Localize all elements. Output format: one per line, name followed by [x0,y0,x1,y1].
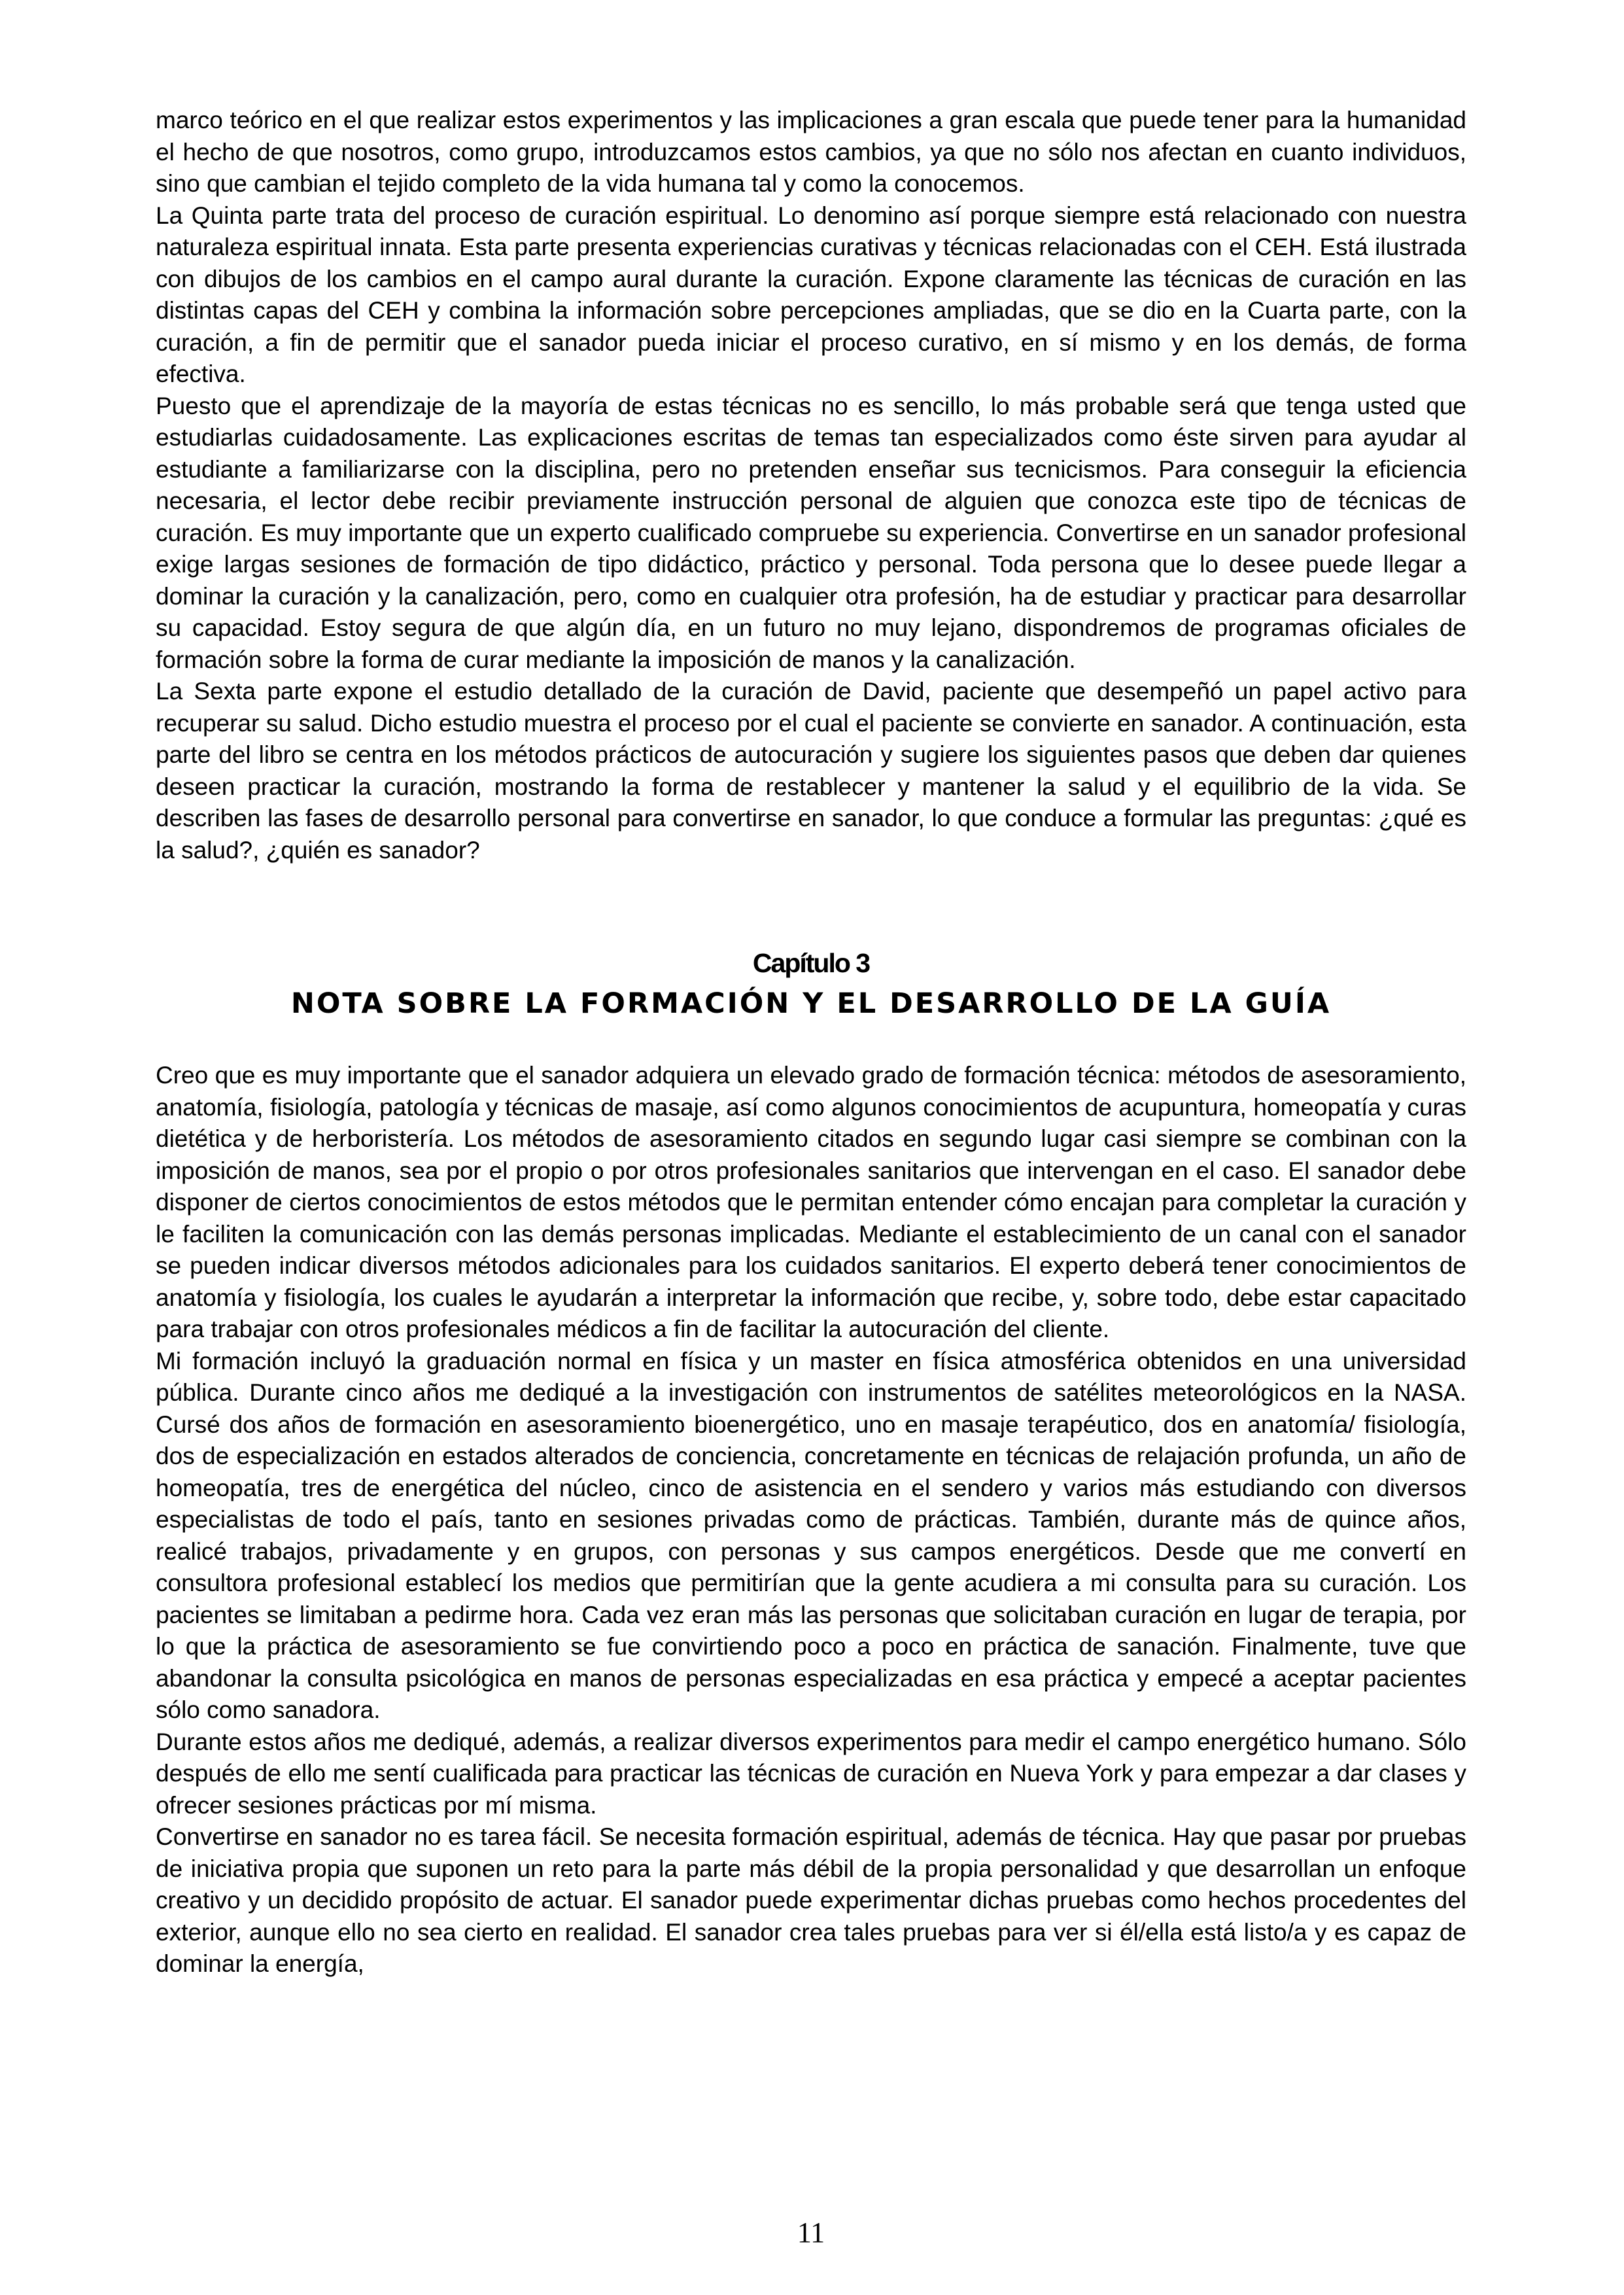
page-number: 11 [797,2216,825,2249]
paragraph-formacion-tecnica: Creo que es muy importante que el sanador adquiera un elevado grado de formación técnica: métodos de asesoramiento, anatomía, fisiología, patología y técnicas de masaje, así como algunos conocimientos de acupuntura, homeopatía y curas dietética y de herboristería. Los métodos de asesoramiento citados en segundo lugar casi siempre se combinan con la imposición de manos, sea por el propio o por otros profesionales sanitarios que intervengan en el caso. El sanador debe disponer de ciertos conocimientos de estos métodos que le permitan entender cómo encajan para completar la curación y le faciliten la comunicación con las demás personas implicadas. Mediante el establecimiento de un canal con el sanador se pueden indicar diversos métodos adicionales para los cuidados sanitarios. El experto deberá tener conocimientos de anatomía y fisiología, los cuales le ayudarán a interpretar la información que recibe, y, sobre todo, debe estar capacitado para trabajar con otros profesionales médicos a fin de facilitar la autocuración del cliente. [156,1062,1466,1342]
paragraph-experimentos: Durante estos años me dediqué, además, a realizar diversos experimentos para medir el campo energético humano. Sólo después de ello me sentí cualificada para practicar las técnicas de curación en Nueva York y para empezar a dar clases y ofrecer sesiones prácticas por mí misma. [156,1728,1466,1819]
paragraph-marco-teorico: marco teórico en el que realizar estos experimentos y las implicaciones a gran escala que puede tener para la humanidad el hecho de que nosotros, como grupo, introduzcamos estos cambios, ya que no sólo nos afectan en cuanto individuos, sino que cambian el tejido completo de la vida humana tal y como la conocemos. [156,107,1466,197]
paragraph-quinta-parte: La Quinta parte trata del proceso de curación espiritual. Lo denomino así porque siempre está relacionado con nuestra naturaleza espiritual innata. Esta parte presenta experiencias curativas y técnicas relacionadas con el CEH. Está ilustrada con dibujos de los cambios en el campo aural durante la curación. Expone claramente las técnicas de curación en las distintas capas del CEH y combina la información sobre percepciones ampliadas, que se dio en la Cuarta parte, con la curación, a fin de permitir que el sanador pueda iniciar el proceso curativo, en sí mismo y en los demás, de forma efectiva. [156,201,1466,387]
paragraph-mi-formacion: Mi formación incluyó la graduación normal en física y un master en física atmosférica obtenidos en una universidad pública. Durante cinco años me dediqué a la investigación con instrumentos de satélites meteorológicos en la NASA. Cursé dos años de formación en asesoramiento bioenergético, uno en masaje terapéutico, dos en anatomía/ fisiología, dos de especialización en estados alterados de conciencia, concretamente en técnicas de relajación profunda, un año de homeopatía, tres de energética del núcleo, cinco de asistencia en el sendero y varios más estudiando con diversos especialistas de todo el país, tanto en sesiones privadas como de prácticas. También, durante más de quince años, realicé trabajos, privadamente y en grupos, con personas y sus campos energéticos. Desde que me convertí en consultora profesional establecí los medios que permitirían que la gente acudiera a mi consulta para su curación. Los pacientes se limitaban a pedirme hora. Cada vez eran más las personas que solicitaban curación en lugar de terapia, por lo que la práctica de asesoramiento se fue convirtiendo poco a poco en práctica de sanación. Finalmente, tuve que abandonar la consulta psicológica en manos de personas especializadas en esa práctica y empecé a aceptar pacientes sólo como sanadora. [156,1347,1466,1723]
paragraph-sexta-parte: La Sexta parte expone el estudio detallado de la curación de David, paciente que desempeñó un papel activo para recuperar su salud. Dicho estudio muestra el proceso por el cual el paciente se convierte en sanador. A continuación, esta parte del libro se centra en los métodos prácticos de autocuración y sugiere los siguientes pasos que deben dar quienes deseen practicar la curación, mostrando la forma de restablecer y mantener la salud y el equilibrio de la vida. Se describen las fases de desarrollo personal para convertirse en sanador, lo que conduce a formular las preguntas: ¿qué es la salud?, ¿quién es sanador? [156,678,1466,864]
chapter-label: Capítulo 3 [752,948,870,978]
chapter-title: NOTA SOBRE LA FORMACIÓN Y EL DESARROLLO DE LA GUÍA [290,987,1332,1020]
paragraph-convertirse-sanador: Convertirse en sanador no es tarea fácil. Se necesita formación espiritual, además de técnica. Hay que pasar por pruebas de iniciativa propia que suponen un reto para la parte más débil de la propia personalidad y que desarrollan un enfoque creativo y un decidido propósito de actuar. El sanador puede experimentar dichas pruebas como hechos procedentes del exterior, aunque ello no sea cierto en realidad. El sanador crea tales pruebas para ver si él/ella está listo/a y es capaz de dominar la energía, [156,1823,1466,1977]
paragraph-aprendizaje: Puesto que el aprendizaje de la mayoría de estas técnicas no es sencillo, lo más probable será que tenga usted que estudiarlas cuidadosamente. Las explicaciones escritas de temas tan especializados como éste sirven para ayudar al estudiante a familiarizarse con la disciplina, pero no pretenden enseñar sus tecnicismos. Para conseguir la eficiencia necesaria, el lector debe recibir previamente instrucción personal de alguien que conozca este tipo de técnicas de curación. Es muy importante que un experto cualificado compruebe su experiencia. Convertirse en un sanador profesional exige largas sesiones de formación de tipo didáctico, práctico y personal. Toda persona que lo desee puede llegar a dominar la curación y la canalización, pero, como en cualquier otra profesión, ha de estudiar y practicar para desarrollar su capacidad. Estoy segura de que algún día, en un futuro no muy lejano, dispondremos de programas oficiales de formación sobre la forma de curar mediante la imposición de manos y la canalización. [156,392,1466,673]
section-gap [156,866,1466,945]
document-page [156,105,1466,2264]
